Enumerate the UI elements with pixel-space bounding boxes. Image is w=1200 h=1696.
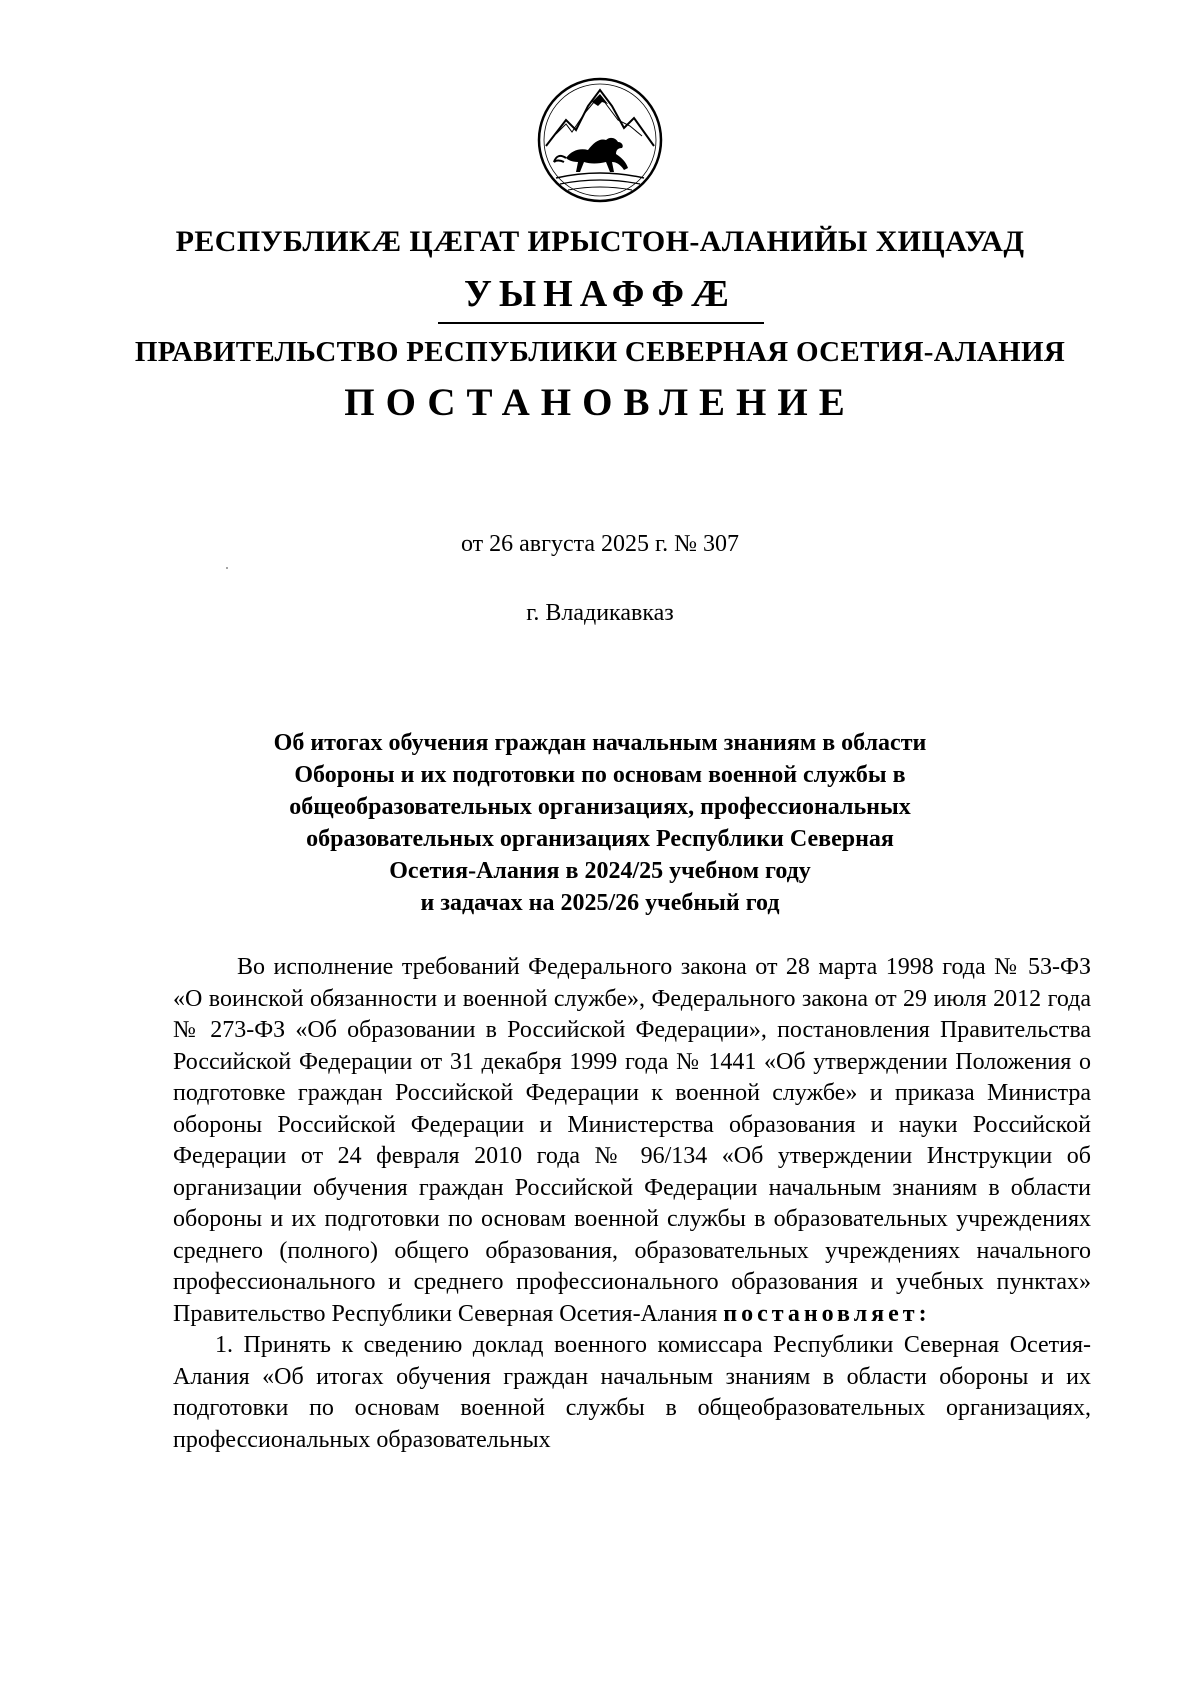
document-body	[173, 952, 1091, 1456]
title-line: образовательных организациях Республики Северная	[306, 826, 894, 852]
header-divider	[438, 322, 764, 324]
ossetian-document-type: УЫНАФФӔ	[463, 273, 737, 315]
decree-word: постановляет:	[723, 1300, 931, 1327]
preamble-paragraph	[173, 952, 1091, 1330]
document-city: г. Владикавказ	[526, 600, 674, 626]
document-type: ПОСТАНОВЛЕНИЕ	[344, 381, 856, 424]
title-line: Обороны и их подготовки по основам военной службы в	[294, 762, 906, 788]
russian-government-name: ПРАВИТЕЛЬСТВО РЕСПУБЛИКИ СЕВЕРНАЯ ОСЕТИЯ-АЛАНИЯ	[134, 336, 1066, 368]
ossetian-government-name: РЕСПУБЛИКӔ ЦӔГАТ ИРЫСТОН-АЛАНИЙЫ ХИЦАУАД	[175, 225, 1025, 258]
title-line: и задачах на 2025/26 учебный год	[420, 890, 780, 916]
preamble-text: Во исполнение требований Федерального закона от 28 марта 1998 года № 53-ФЗ «О воинской обязанности и военной службе», Федерального закона от 29 июля 2012 года № 273-ФЗ «Об образовании в Российской Федерации», постановления Правительства Российской Федерации от 31 декабря 1999 года № 1441 «Об утверждении Положения о подготовке граждан Российской Федерации к военной службе» и приказа Министра обороны Российской Федерации и Министерства образования и науки Российской Федерации от 24 февраля 2010 года № 96/134 «Об утверждении Инструкции об организации обучения граждан Российской Федерации начальным знаниям в области обороны и их подготовки по основам военной службы в образовательных учреждениях среднего (полного) общего образования, образовательных учреждениях начального профессионального и среднего профессионального образования и учебных пунктах» Правительство Республики Северная Осетия-Алания	[173, 954, 1091, 1327]
scan-speck	[226, 567, 228, 569]
document-date-number: от 26 августа 2025 г. № 307	[460, 531, 740, 557]
document-title	[180, 727, 1020, 919]
title-line: общеобразовательных организациях, профессиональных	[289, 794, 911, 820]
clause-1-paragraph: 1. Принять к сведению доклад военного комиссара Республики Северная Осетия-Алания «Об итогах обучения граждан начальным знаниям в области обороны и их подготовки по основам военной службы в общеобразовательных организациях, профессиональных образовательных	[173, 1332, 1091, 1453]
title-line: Об итогах обучения граждан начальным знаниям в области	[273, 730, 927, 756]
coat-of-arms-icon	[536, 76, 664, 204]
title-line: Осетия-Алания в 2024/25 учебном году	[389, 858, 811, 884]
